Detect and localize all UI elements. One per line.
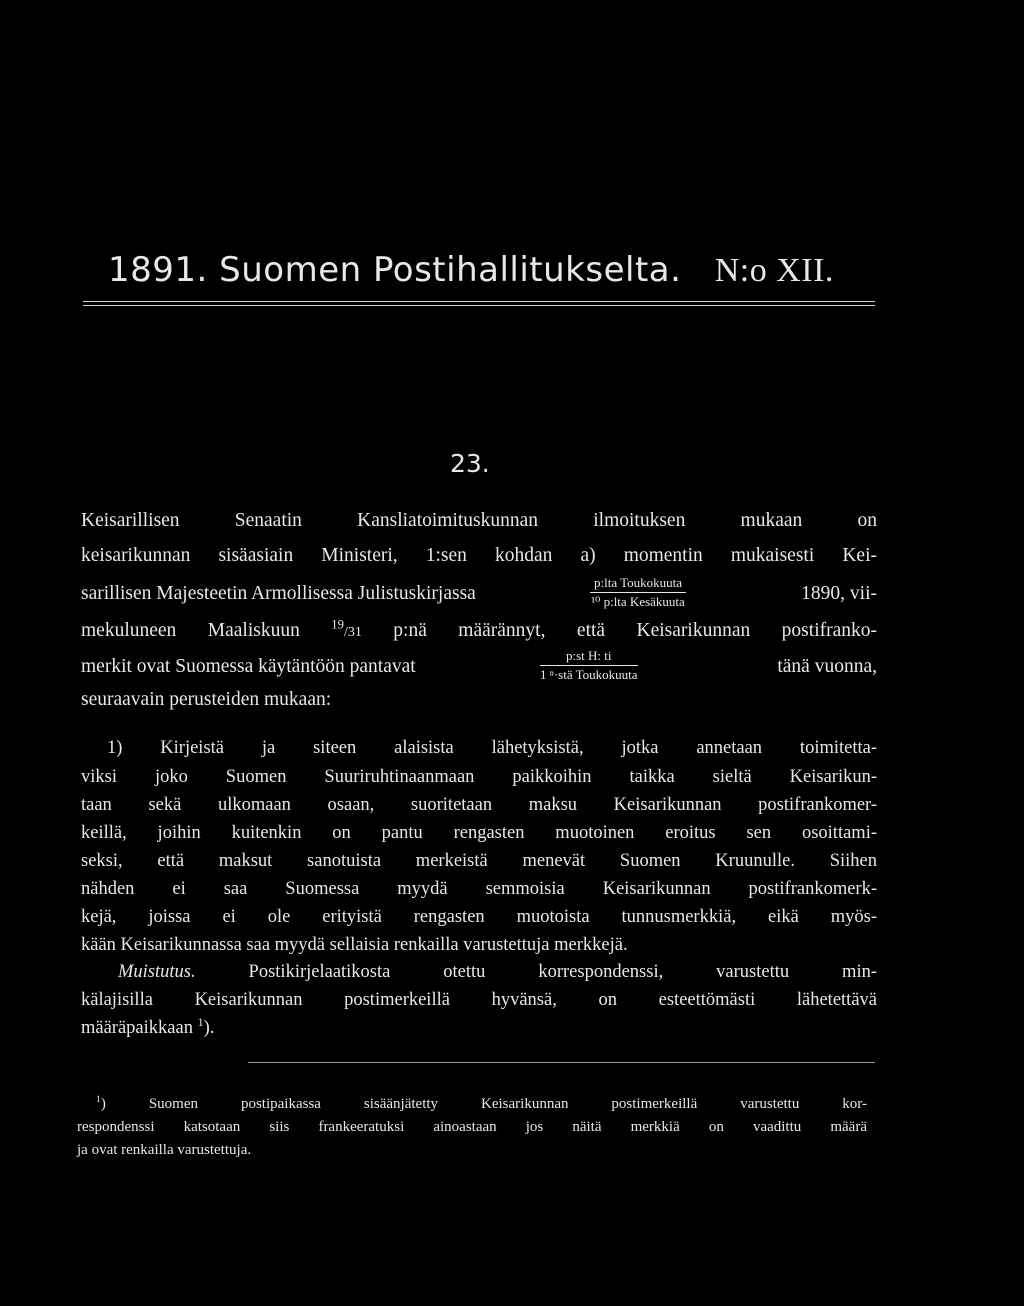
item1-line-11-end: ). (203, 1018, 215, 1038)
footnote-line-1-text: ) Suomen postipaikassa sisäänjätetty Keisarikunnan postimerkeillä varustettu kor- (100, 1096, 867, 1112)
header-rule-double (83, 305, 875, 306)
item1-line-2: viksi joko Suomen Suuriruhtinaanmaan paikkoihin taikka sieltä Keisarikun- (81, 767, 877, 787)
date-ratio-sup: 19 (331, 617, 344, 632)
item1-line-5: seksi, että maksut sanotuista merkeistä menevät Suomen Kruunulle. Siihen (81, 851, 877, 871)
item1-line-9 (118, 962, 877, 983)
intro-line-4 (81, 617, 877, 642)
date-fraction-1-bottom: ¹⁰ p:lta Kesäkuuta (591, 594, 685, 609)
item1-line-8: kään Keisarikunnassa saa myydä sellaisia renkailla varustettuja merkkejä. (81, 935, 628, 955)
date-fraction-2-bottom: 1 ⁿ·stä Toukokuuta (540, 667, 638, 682)
item1-line-3: taan sekä ulkomaan osaan, suoritetaan maksu Keisarikunnan postifrankomer- (81, 795, 877, 815)
intro-line-3-start: sarillisen Majesteetin Armollisessa Julistuskirjassa (81, 583, 476, 604)
footnote-line-3: ja ovat renkailla varustettuja. (77, 1142, 252, 1158)
item1-line-4: keillä, joihin kuitenkin on pantu rengasten muotoinen eroitus sen osoittami- (81, 823, 877, 843)
footnote-line-1 (96, 1096, 867, 1113)
intro-line-2: keisarikunnan sisäasiain Ministeri, 1:sen kohdan a) momentin mukaisesti Kei- (81, 545, 877, 566)
header-rule (83, 301, 875, 302)
date-ratio (331, 617, 362, 641)
footnote-sup: 1 (96, 1094, 101, 1105)
note-label: Muistutus. (118, 962, 196, 982)
header-title: Suomen Postihallitukselta. (219, 250, 682, 290)
item1-line-1: 1) Kirjeistä ja siteen alaisista lähetyksistä, jotka annetaan toimitetta- (107, 738, 877, 758)
intro-line-3-end: 1890, vii- (801, 583, 877, 604)
intro-line-1: Keisarillisen Senaatin Kansliatoimituskunnan ilmoituksen mukaan on (81, 510, 877, 531)
intro-line-4-start: mekuluneen Maaliskuun (81, 620, 300, 641)
item1-line-11-text: määräpaikkaan (81, 1018, 193, 1038)
item1-line-7: kejä, joissa ei ole erityistä rengasten muotoista tunnusmerkkiä, eikä myös- (81, 907, 877, 927)
intro-line-6: seuraavain perusteiden mukaan: (81, 689, 332, 710)
date-fraction-2-top: p:st H: ti (540, 648, 638, 666)
intro-line-4-end: p:nä määrännyt, että Keisarikunnan postifranko- (393, 620, 877, 641)
header-number: N:o XII. (714, 252, 834, 289)
footnote-line-2: respondenssi katsotaan siis frankeeratuksi ainoastaan jos näitä merkkiä on vaadittu määrä (77, 1119, 867, 1135)
date-fraction-1-top: p:lta Toukokuuta (590, 575, 686, 593)
intro-line-5-end: tänä vuonna, (777, 656, 877, 677)
footnote-marker: 1 (197, 1014, 204, 1029)
page-header (108, 250, 834, 290)
intro-line-5-start: merkit ovat Suomessa käytäntöön pantavat (81, 656, 416, 677)
intro-line-3 (81, 583, 877, 605)
section-number: 23. (450, 449, 490, 478)
item1-line-6: nähden ei saa Suomessa myydä semmoisia Keisarikunnan postifrankomerk- (81, 879, 877, 899)
date-fraction-1 (590, 575, 686, 610)
item1-line-11 (81, 1014, 877, 1039)
date-ratio-sub: /31 (343, 625, 362, 640)
date-fraction-2 (540, 648, 638, 683)
note-text-start: Postikirjelaatikosta otettu korrespondenssi, varustettu min- (248, 962, 877, 982)
header-year: 1891. (108, 250, 208, 290)
footnote-divider (248, 1062, 875, 1063)
item1-line-10: kälajisilla Keisarikunnan postimerkeillä hyvänsä, on esteettömästi lähetettävä (81, 990, 877, 1010)
